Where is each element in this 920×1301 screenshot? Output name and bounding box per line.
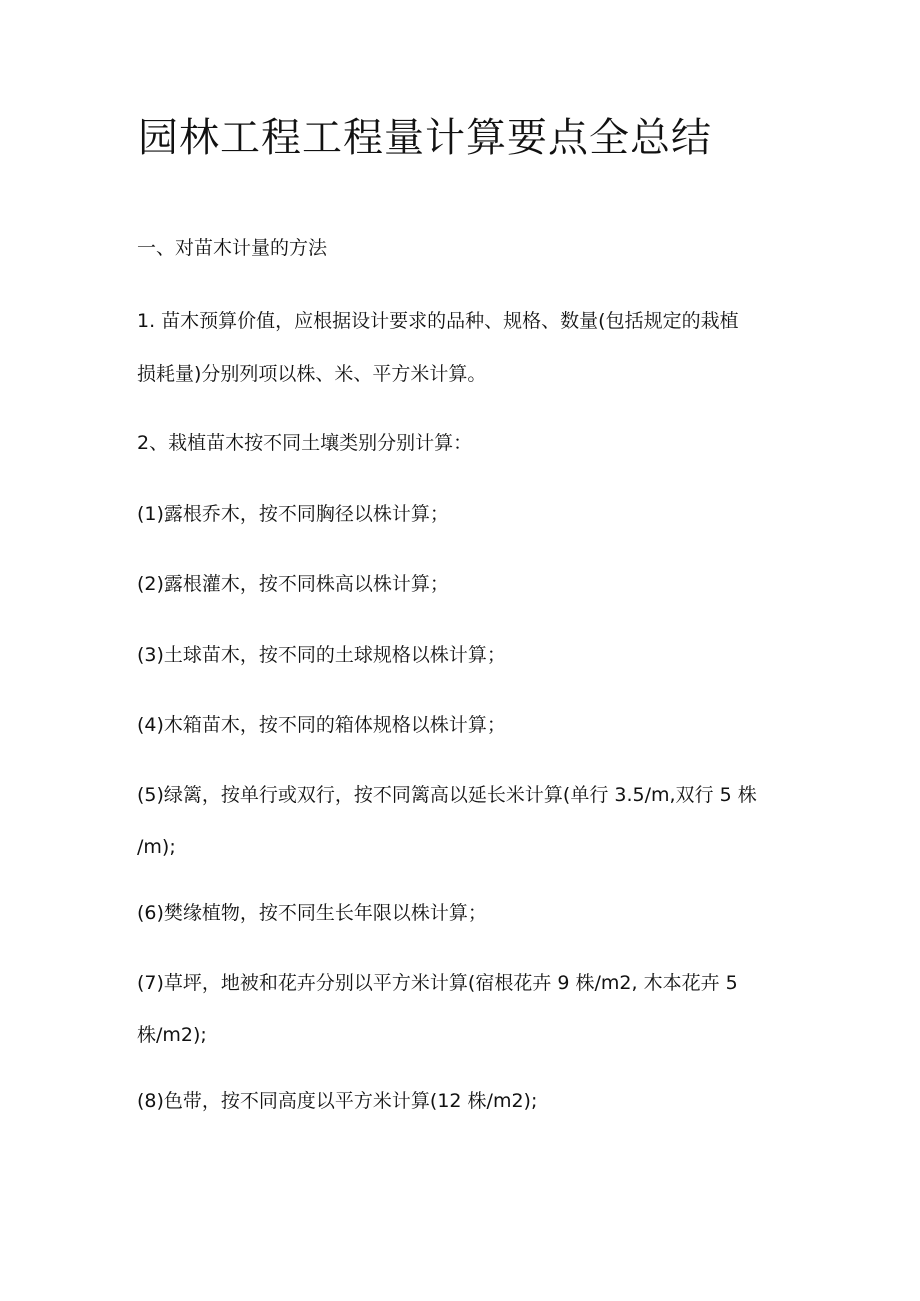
paragraph-line: (5)绿篱，按单行或双行，按不同篱高以延长米计算(单行 3.5/m,双行 5 株 bbox=[137, 784, 757, 806]
document-title: 园林工程工程量计算要点全总结 bbox=[138, 115, 712, 161]
list-item-6: (6)樊缘植物，按不同生长年限以株计算； bbox=[137, 902, 487, 924]
list-item-2: (2)露根灌木，按不同株高以株计算； bbox=[137, 573, 449, 595]
list-item-1: (1)露根乔木，按不同胸径以株计算； bbox=[137, 503, 449, 525]
paragraph-line: /m); bbox=[137, 836, 176, 858]
list-item-8: (8)色带，按不同高度以平方米计算(12 株/m2); bbox=[137, 1090, 538, 1112]
paragraph-item-1 bbox=[137, 296, 792, 399]
list-item-7 bbox=[137, 958, 792, 1060]
paragraph-line: 1. 苗木预算价值，应根据设计要求的品种、规格、数量(包括规定的栽植 bbox=[137, 310, 739, 332]
paragraph-line: 株/m2); bbox=[137, 1024, 207, 1046]
list-item-4: (4)木箱苗木，按不同的箱体规格以株计算； bbox=[137, 714, 506, 736]
paragraph-line: (7)草坪，地被和花卉分别以平方米计算(宿根花卉 9 株/m2, 木本花卉 5 bbox=[137, 972, 738, 994]
paragraph-item-2: 2、栽植苗木按不同土壤类别分别计算： bbox=[137, 432, 473, 454]
list-item-5 bbox=[137, 770, 792, 872]
list-item-3: (3)土球苗木，按不同的土球规格以株计算； bbox=[137, 644, 506, 666]
paragraph-line: 损耗量)分别列项以株、米、平方米计算。 bbox=[137, 363, 487, 385]
section-heading: 一、对苗木计量的方法 bbox=[137, 237, 328, 259]
